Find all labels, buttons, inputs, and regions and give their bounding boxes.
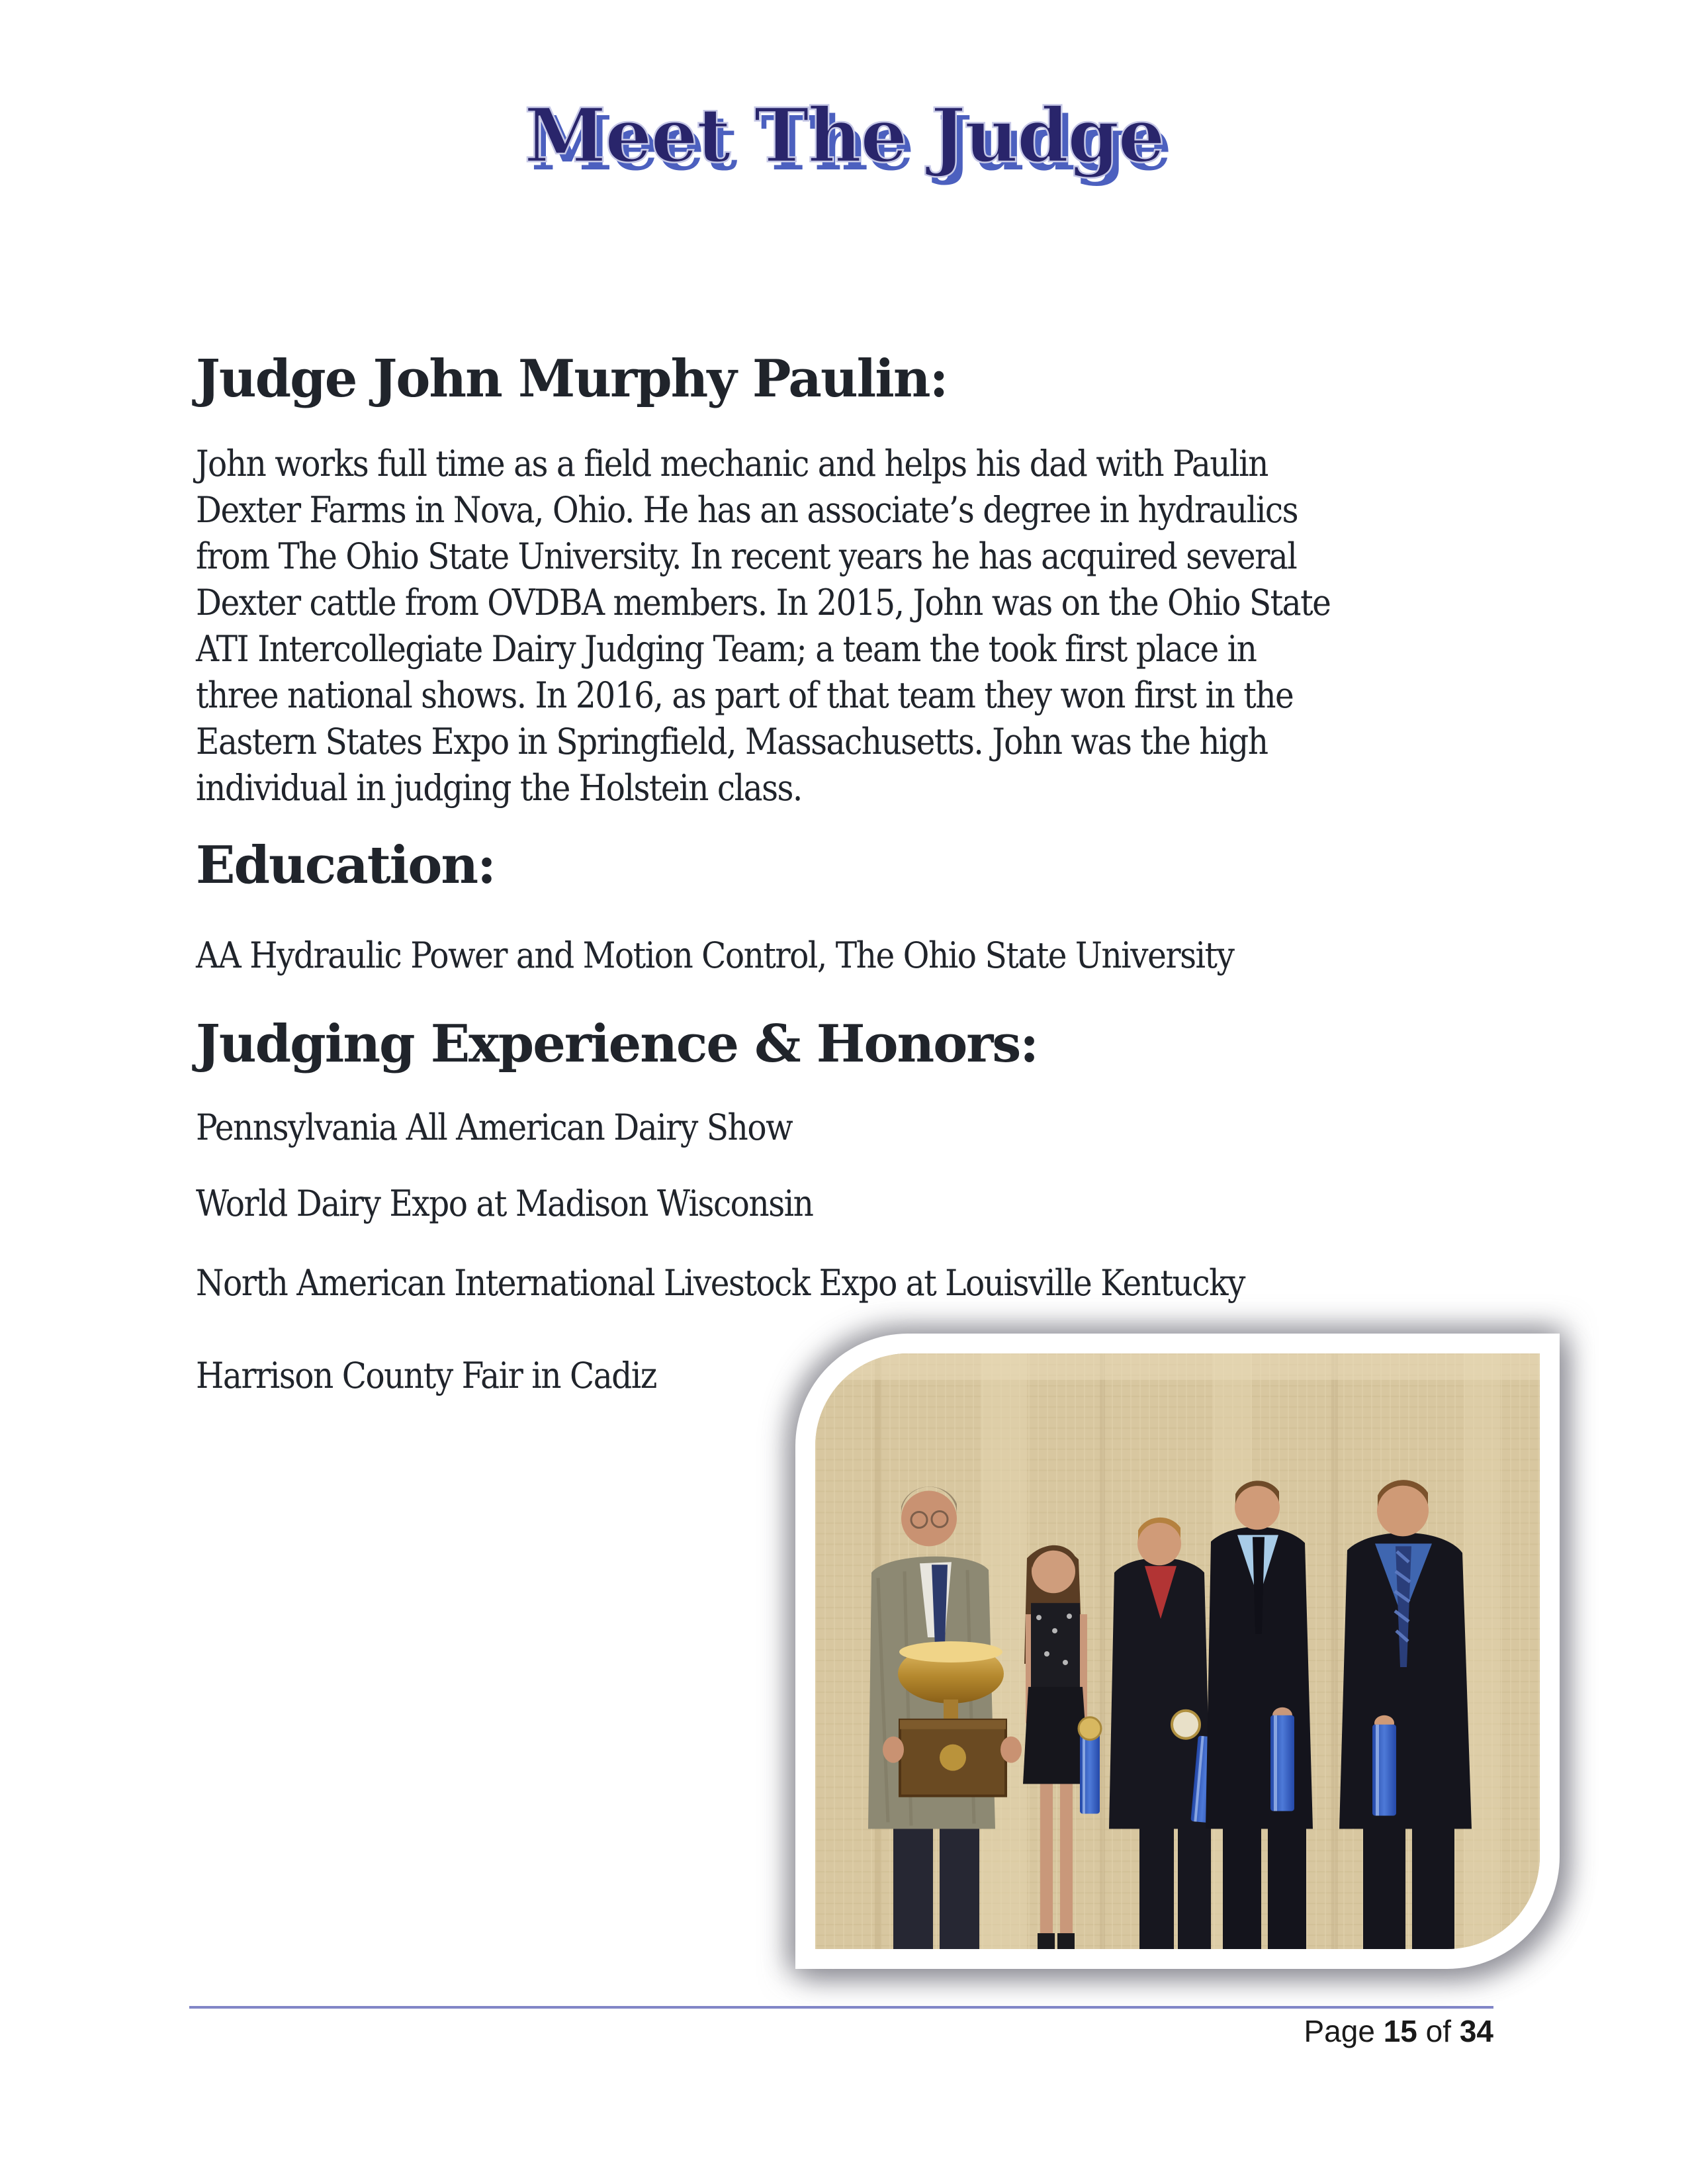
experience-item: Harrison County Fair in Cadiz <box>196 1355 656 1396</box>
of-label: of <box>1425 2014 1452 2048</box>
team-photo <box>815 1353 1540 1949</box>
intro-line: three national shows. In 2016, as part of that team they won first in the <box>196 674 1294 716</box>
team-photo-frame <box>795 1334 1560 1969</box>
education-heading: Education: <box>196 835 495 895</box>
experience-item: North American International Livestock Expo at Louisville Kentucky <box>196 1262 1245 1304</box>
page-title: Meet The Judge <box>524 93 1164 179</box>
page-label: Page <box>1304 2014 1375 2048</box>
intro-line: individual in judging the Holstein class. <box>196 767 802 809</box>
page-number: 15 <box>1383 2014 1417 2048</box>
experience-item: Pennsylvania All American Dairy Show <box>196 1107 793 1148</box>
intro-line: from The Ohio State University. In recent years he has acquired several <box>196 535 1297 577</box>
ribbon <box>1372 1715 1396 1816</box>
total-pages: 34 <box>1459 2014 1493 2048</box>
education-text: AA Hydraulic Power and Motion Control, The Ohio State University <box>196 934 1234 976</box>
experience-item: World Dairy Expo at Madison Wisconsin <box>196 1183 813 1224</box>
intro-line: Eastern States Expo in Springfield, Massachusetts. John was the high <box>196 721 1268 762</box>
footer-rule <box>189 2006 1493 2009</box>
ribbon <box>1270 1707 1294 1811</box>
team-photo-illustration <box>815 1353 1540 1949</box>
judge-name-heading: Judge John Murphy Paulin: <box>196 349 948 409</box>
intro-line: John works full time as a field mechanic and helps his dad with Paulin <box>196 443 1268 484</box>
intro-paragraph <box>196 441 1330 811</box>
ribbon-with-medal <box>1079 1717 1101 1814</box>
page-number-footer <box>1304 2016 1494 2046</box>
intro-line: ATI Intercollegiate Dairy Judging Team; a team the took first place in <box>196 628 1257 670</box>
trophy <box>883 1641 1022 1796</box>
experience-heading: Judging Experience & Honors: <box>196 1014 1038 1074</box>
intro-line: Dexter Farms in Nova, Ohio. He has an associate’s degree in hydraulics <box>196 489 1298 531</box>
intro-line: Dexter cattle from OVDBA members. In 2015, John was on the Ohio State <box>196 582 1331 623</box>
